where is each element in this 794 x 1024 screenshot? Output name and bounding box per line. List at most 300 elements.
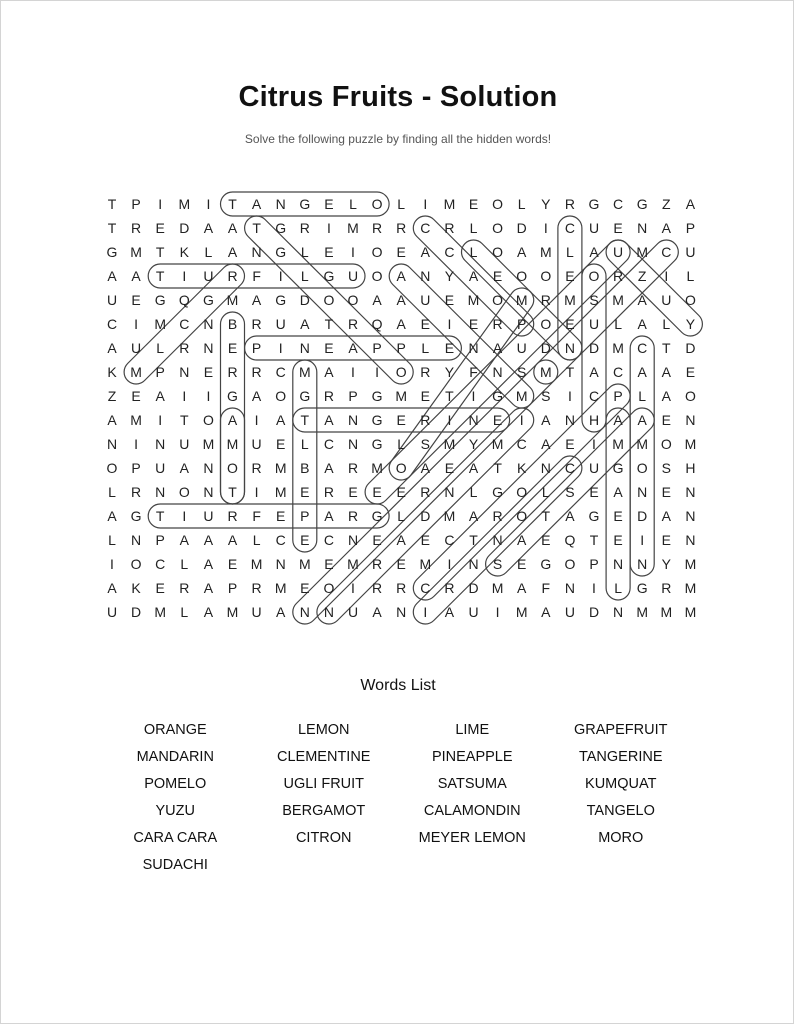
grid-letter: U — [468, 604, 479, 620]
grid-letter: G — [636, 580, 648, 596]
word-list-item: CALAMONDIN — [423, 803, 521, 819]
grid-letter: R — [396, 580, 407, 596]
grid-letter: E — [517, 556, 527, 572]
grid-letter: N — [468, 412, 479, 428]
grid-letter: T — [300, 412, 310, 428]
grid-letter: A — [324, 508, 334, 524]
grid-letter: N — [613, 556, 624, 572]
grid-letter: M — [491, 580, 504, 596]
grid-letter: O — [660, 436, 672, 452]
grid-letter: G — [492, 388, 504, 404]
grid-letter: U — [275, 316, 286, 332]
grid-letter: N — [179, 364, 190, 380]
grid-letter: E — [444, 460, 455, 476]
grid-letter: R — [420, 484, 431, 500]
word-list-item: SUDACHI — [142, 857, 208, 873]
grid-letter: E — [131, 292, 141, 308]
grid-letter: R — [396, 220, 407, 236]
grid-letter: L — [638, 388, 647, 404]
grid-letter: G — [371, 412, 383, 428]
grid-letter: I — [519, 412, 524, 428]
grid-letter: M — [636, 244, 649, 260]
grid-letter: M — [684, 580, 697, 596]
grid-letter: I — [351, 580, 355, 596]
grid-letter: F — [469, 364, 478, 380]
grid-letter: L — [469, 220, 478, 236]
grid-letter: N — [637, 556, 648, 572]
grid-letter: E — [468, 316, 479, 332]
grid-letter: O — [516, 484, 528, 500]
grid-letter: R — [227, 508, 238, 524]
grid-letter: A — [661, 508, 671, 524]
grid-letter: N — [155, 436, 166, 452]
grid-letter: G — [588, 508, 600, 524]
grid-letter: C — [420, 580, 431, 596]
grid-letter: R — [251, 316, 262, 332]
grid-letter: O — [492, 244, 504, 260]
grid-letter: E — [300, 532, 310, 548]
grid-letter: E — [613, 220, 623, 236]
grid-letter: L — [686, 268, 695, 284]
grid-letter: N — [492, 532, 503, 548]
grid-letter: A — [155, 388, 165, 404]
grid-letter: U — [420, 292, 431, 308]
grid-letter: T — [493, 460, 502, 476]
grid-letter: D — [540, 340, 551, 356]
grid-letter: M — [130, 364, 142, 380]
word-list-item: SATSUMA — [437, 776, 507, 792]
grid-letter: G — [275, 220, 287, 236]
grid-letter: T — [445, 388, 454, 404]
grid-letter: P — [348, 388, 358, 404]
grid-letter: T — [565, 364, 575, 380]
grid-letter: N — [347, 412, 359, 428]
grid-letter: Y — [444, 268, 455, 284]
grid-letter: P — [517, 316, 527, 332]
grid-letter: R — [420, 412, 431, 428]
grid-letter: E — [565, 436, 575, 452]
word-list-item: TANGELO — [586, 803, 655, 819]
grid-letter: C — [275, 364, 286, 380]
grid-letter: L — [349, 196, 357, 212]
grid-letter: K — [179, 244, 189, 260]
grid-letter: O — [106, 460, 118, 476]
grid-letter: D — [420, 508, 431, 524]
grid-letter: P — [131, 460, 141, 476]
grid-letter: G — [636, 196, 648, 212]
word-list-item: POMELO — [144, 776, 207, 792]
grid-letter: R — [323, 484, 334, 500]
grid-letter: H — [685, 460, 696, 476]
grid-letter: N — [468, 556, 479, 572]
word-list-item: CLEMENTINE — [277, 749, 371, 765]
grid-letter: D — [468, 580, 479, 596]
grid-letter: O — [588, 268, 600, 284]
grid-letter: U — [661, 292, 672, 308]
grid-letter: E — [420, 316, 430, 332]
grid-letter: A — [227, 532, 238, 548]
grid-letter: M — [178, 196, 191, 212]
grid-letter: R — [251, 580, 262, 596]
grid-letter: M — [274, 580, 287, 596]
grid-letter: A — [637, 292, 647, 308]
grid-letter: B — [300, 460, 310, 476]
grid-letter: G — [588, 196, 600, 212]
grid-letter: A — [541, 604, 551, 620]
grid-letter: E — [203, 364, 214, 380]
grid-letter: C — [661, 244, 672, 260]
grid-letter: A — [276, 412, 286, 428]
grid-letter: D — [685, 340, 696, 356]
grid-letter: O — [275, 388, 287, 404]
grid-letter: C — [275, 532, 286, 548]
grid-letter: I — [206, 196, 211, 212]
grid-letter: R — [323, 388, 334, 404]
grid-letter: A — [324, 412, 334, 428]
grid-letter: R — [227, 268, 238, 284]
grid-letter: I — [351, 364, 355, 380]
grid-letter: P — [155, 532, 165, 548]
grid-letter: T — [155, 268, 165, 284]
grid-letter: M — [660, 604, 673, 620]
grid-letter: D — [179, 220, 190, 236]
grid-letter: N — [203, 316, 214, 332]
grid-letter: O — [130, 556, 142, 572]
grid-letter: E — [565, 316, 575, 332]
grid-letter: F — [252, 508, 261, 524]
grid-letter: O — [371, 244, 383, 260]
grid-letter: P — [685, 220, 696, 236]
grid-letter: R — [131, 484, 142, 500]
grid-letter: N — [203, 340, 214, 356]
grid-letter: G — [202, 292, 214, 308]
grid-letter: A — [637, 412, 647, 428]
grid-letter: P — [396, 340, 406, 356]
grid-letter: Y — [444, 364, 455, 380]
grid-letter: C — [516, 436, 527, 452]
grid-letter: U — [203, 268, 214, 284]
grid-letter: I — [254, 484, 259, 500]
grid-letter: E — [396, 556, 406, 572]
grid-letter: G — [371, 388, 383, 404]
grid-letter: A — [396, 532, 406, 548]
grid-letter: U — [251, 436, 262, 452]
grid-letter: C — [564, 220, 575, 236]
grid-letter: M — [443, 508, 456, 524]
solution-loop — [384, 283, 538, 484]
grid-letter: C — [155, 556, 166, 572]
grid-letter: G — [299, 196, 311, 212]
grid-letter: A — [613, 412, 623, 428]
grid-letter: E — [396, 412, 406, 428]
words-list-heading: Words List — [360, 677, 436, 694]
grid-letter: K — [131, 580, 141, 596]
grid-letter: A — [517, 580, 527, 596]
grid-letter: G — [130, 508, 142, 524]
grid-letter: N — [685, 412, 696, 428]
grid-letter: M — [202, 436, 215, 452]
grid-letter: D — [588, 604, 600, 620]
grid-letter: L — [614, 316, 622, 332]
grid-letter: A — [396, 268, 406, 284]
grid-letter: O — [492, 220, 504, 236]
grid-letter: U — [564, 604, 575, 620]
grid-letter: A — [324, 364, 334, 380]
grid-letter: A — [179, 460, 189, 476]
grid-letter: I — [592, 436, 596, 452]
grid-letter: F — [541, 580, 551, 596]
grid-letter: G — [612, 460, 624, 476]
grid-letter: N — [155, 484, 166, 500]
grid-letter: L — [566, 244, 574, 260]
grid-letter: D — [588, 340, 600, 356]
grid-letter: Q — [178, 292, 190, 308]
page-title: Citrus Fruits - Solution — [238, 81, 558, 113]
grid-letter: T — [541, 508, 551, 524]
grid-letter: N — [420, 268, 431, 284]
grid-letter: P — [589, 556, 599, 572]
solution-loop — [558, 216, 582, 360]
grid-letter: E — [324, 556, 334, 572]
grid-letter: L — [156, 340, 165, 356]
grid-letter: T — [155, 244, 165, 260]
grid-letter: L — [469, 484, 478, 500]
grid-letter: A — [203, 580, 214, 596]
grid-letter: N — [203, 460, 214, 476]
page-subtitle: Solve the following puzzle by finding all the hidden words! — [244, 132, 552, 146]
grid-letter: T — [155, 508, 165, 524]
grid-letter: I — [206, 388, 211, 404]
grid-letter: M — [515, 604, 528, 620]
grid-letter: A — [661, 388, 671, 404]
grid-letter: I — [471, 388, 476, 404]
grid-letter: D — [299, 292, 310, 308]
grid-letter: I — [158, 412, 163, 428]
grid-letter: A — [227, 220, 238, 236]
word-list-item: MEYER LEMON — [418, 830, 526, 846]
word-list-item: MANDARIN — [136, 749, 214, 765]
grid-letter: L — [541, 484, 550, 500]
grid-letter: M — [636, 436, 649, 452]
grid-letter: I — [640, 532, 645, 548]
grid-letter: R — [179, 580, 190, 596]
grid-letter: I — [447, 316, 452, 332]
grid-letter: R — [372, 580, 383, 596]
grid-letter: O — [323, 292, 335, 308]
grid-letter: L — [252, 532, 261, 548]
grid-letter: A — [107, 340, 117, 356]
grid-letter: I — [278, 340, 283, 356]
grid-letter: A — [444, 604, 455, 620]
grid-letter: M — [226, 292, 239, 308]
grid-letter: D — [637, 508, 648, 524]
grid-letter: U — [131, 340, 142, 356]
grid-letter: R — [347, 316, 359, 332]
grid-letter: M — [274, 460, 287, 476]
grid-letter: M — [684, 436, 697, 452]
grid-letter: M — [347, 220, 359, 236]
word-list-item: PINEAPPLE — [431, 749, 513, 765]
grid-letter: T — [228, 196, 237, 212]
grid-letter: A — [637, 364, 647, 380]
grid-letter: L — [300, 436, 309, 452]
grid-letter: L — [300, 268, 309, 284]
grid-letter: A — [517, 244, 527, 260]
grid-letter: G — [371, 508, 383, 524]
grid-letter: A — [372, 292, 382, 308]
grid-letter: A — [324, 460, 334, 476]
grid-letter: U — [347, 604, 359, 620]
grid-letter: R — [492, 316, 503, 332]
grid-letter: O — [636, 460, 648, 476]
grid-letter: E — [613, 532, 623, 548]
grid-letter: C — [613, 196, 624, 212]
grid-letter: P — [227, 580, 238, 596]
grid-letter: N — [685, 484, 696, 500]
grid-letter: B — [227, 316, 238, 332]
word-list-item: CITRON — [295, 830, 352, 846]
grid-letter: G — [154, 292, 166, 308]
grid-letter: M — [443, 436, 456, 452]
grid-letter: G — [299, 388, 311, 404]
grid-letter: C — [564, 460, 575, 476]
word-list-item: MORO — [598, 830, 644, 846]
grid-letter: M — [274, 484, 287, 500]
grid-letter: A — [203, 220, 214, 236]
grid-letter: P — [155, 364, 165, 380]
grid-letter: E — [276, 436, 286, 452]
grid-letter: L — [421, 340, 430, 356]
grid-letter: I — [182, 388, 187, 404]
grid-letter: A — [227, 244, 238, 260]
grid-letter: M — [443, 196, 456, 212]
grid-letter: N — [275, 556, 286, 572]
grid-letter: C — [444, 244, 455, 260]
grid-letter: T — [469, 532, 478, 548]
grid-letter: C — [106, 316, 118, 332]
grid-letter: C — [588, 388, 600, 404]
grid-letter: O — [516, 268, 528, 284]
grid-letter: E — [661, 532, 671, 548]
grid-letter: M — [515, 292, 528, 308]
grid-letter: O — [202, 412, 214, 428]
grid-letter: E — [589, 484, 599, 500]
grid-letter: N — [492, 364, 503, 380]
grid-letter: F — [252, 268, 261, 284]
grid-letter: O — [492, 292, 504, 308]
grid-letter: N — [468, 340, 479, 356]
grid-letter: S — [541, 388, 551, 404]
grid-letter: A — [468, 508, 479, 524]
grid-letter: Z — [107, 388, 117, 404]
grid-letter: M — [612, 340, 624, 356]
grid-letter: N — [637, 484, 648, 500]
grid-letter: E — [541, 532, 551, 548]
grid-letter: A — [203, 604, 214, 620]
grid-letter: U — [106, 292, 118, 308]
grid-letter: G — [540, 556, 552, 572]
grid-letter: I — [447, 556, 452, 572]
grid-letter: Y — [661, 556, 671, 572]
grid-letter: A — [396, 316, 406, 332]
grid-letter: U — [613, 244, 624, 260]
grid-letter: M — [539, 364, 552, 380]
grid-letter: E — [227, 340, 238, 356]
grid-letter: M — [298, 556, 311, 572]
grid-letter: E — [300, 580, 310, 596]
grid-letter: A — [227, 412, 238, 428]
grid-letter: A — [107, 412, 117, 428]
grid-letter: N — [299, 340, 310, 356]
grid-letter: Q — [564, 532, 576, 548]
grid-letter: R — [661, 580, 672, 596]
grid-letter: U — [155, 460, 166, 476]
grid-letter: I — [664, 268, 669, 284]
grid-letter: Q — [371, 316, 383, 332]
grid-letter: T — [228, 484, 237, 500]
grid-letter: O — [684, 292, 696, 308]
grid-letter: G — [275, 292, 287, 308]
grid-letter: A — [179, 532, 189, 548]
grid-letter: U — [203, 508, 214, 524]
grid-letter: A — [203, 556, 214, 572]
grid-letter: D — [516, 220, 527, 236]
grid-letter: T — [662, 340, 671, 356]
grid-letter: I — [592, 580, 596, 596]
grid-letter: A — [517, 532, 527, 548]
grid-letter: E — [227, 556, 238, 572]
grid-letter: Z — [662, 196, 671, 212]
grid-letter: A — [396, 292, 406, 308]
grid-letter: M — [298, 364, 311, 380]
grid-letter: M — [467, 292, 480, 308]
grid-letter: M — [371, 460, 383, 476]
grid-letter: I — [351, 244, 355, 260]
grid-letter: A — [589, 364, 599, 380]
grid-letter: T — [252, 220, 261, 236]
grid-letter: S — [517, 364, 527, 380]
grid-letter: I — [423, 604, 428, 620]
grid-letter: A — [131, 268, 141, 284]
grid-letter: N — [203, 484, 214, 500]
grid-letter: R — [251, 364, 262, 380]
grid-letter: I — [110, 556, 114, 572]
word-list-item: UGLI FRUIT — [283, 776, 365, 792]
grid-letter: U — [516, 340, 527, 356]
word-list-item: CARA CARA — [133, 830, 218, 846]
grid-letter: C — [444, 532, 455, 548]
grid-letter: M — [130, 244, 142, 260]
grid-letter: T — [107, 220, 117, 236]
grid-letter: A — [203, 532, 214, 548]
grid-letter: E — [131, 388, 141, 404]
grid-letter: S — [565, 484, 575, 500]
grid-letter: R — [372, 220, 383, 236]
grid-letter: C — [613, 364, 624, 380]
grid-letter: A — [468, 460, 479, 476]
grid-letter: G — [492, 484, 504, 500]
grid-letter: N — [444, 484, 455, 500]
grid-letter: E — [155, 220, 165, 236]
grid-letter: N — [275, 196, 286, 212]
grid-letter: K — [517, 460, 527, 476]
grid-letter: E — [565, 268, 575, 284]
grid-letter: E — [155, 580, 165, 596]
grid-letter: U — [106, 604, 118, 620]
grid-letter: I — [254, 412, 259, 428]
grid-letter: A — [541, 436, 551, 452]
grid-letter: E — [420, 388, 430, 404]
